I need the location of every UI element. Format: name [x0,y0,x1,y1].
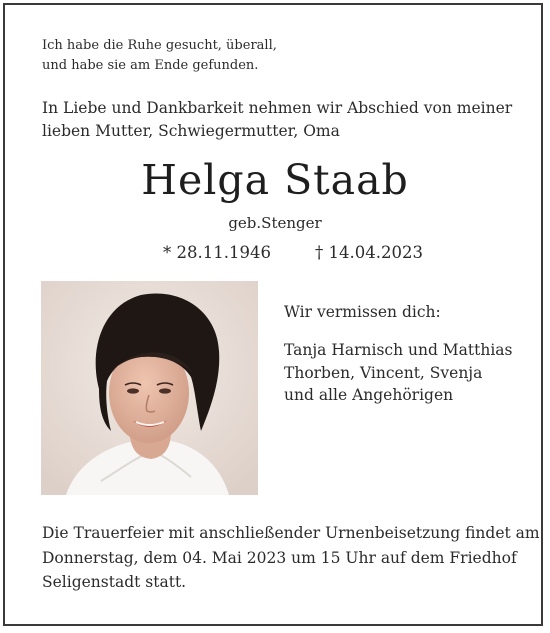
motto-line-2: und habe sie am Ende gefunden. [42,58,259,73]
birth-date: * 28.11.1946 [163,243,271,262]
farewell-intro [42,97,512,143]
mourners-heading: Wir vermissen dich: [284,303,441,321]
maiden-name: geb.Stenger [228,214,322,232]
deceased-name: Helga Staab [141,156,409,204]
intro-line-2: lieben Mutter, Schwiegermutter, Oma [42,122,340,140]
portrait-photo [41,281,258,495]
funeral-notice [42,521,540,595]
mourners-line-3: und alle Angehörigen [284,386,454,404]
funeral-line-2: Donnerstag, dem 04. Mai 2023 um 15 Uhr auf dem Friedhof [42,548,517,567]
funeral-line-3: Seligenstadt statt. [42,573,187,591]
mourners-list [284,339,513,407]
intro-line-1: In Liebe und Dankbarkeit nehmen wir Abschied von meiner [42,99,513,117]
mourners-line-1: Tanja Harnisch und Matthias [284,341,513,359]
funeral-line-1: Die Trauerfeier mit anschließender Urnenbeisetzung findet am [42,524,540,542]
death-date: † 14.04.2023 [315,243,423,262]
motto-line-1: Ich habe die Ruhe gesucht, überall, [42,38,277,53]
mourners-line-2: Thorben, Vincent, Svenja [284,363,483,382]
portrait-illustration [41,281,258,495]
motto-quote [42,36,277,76]
